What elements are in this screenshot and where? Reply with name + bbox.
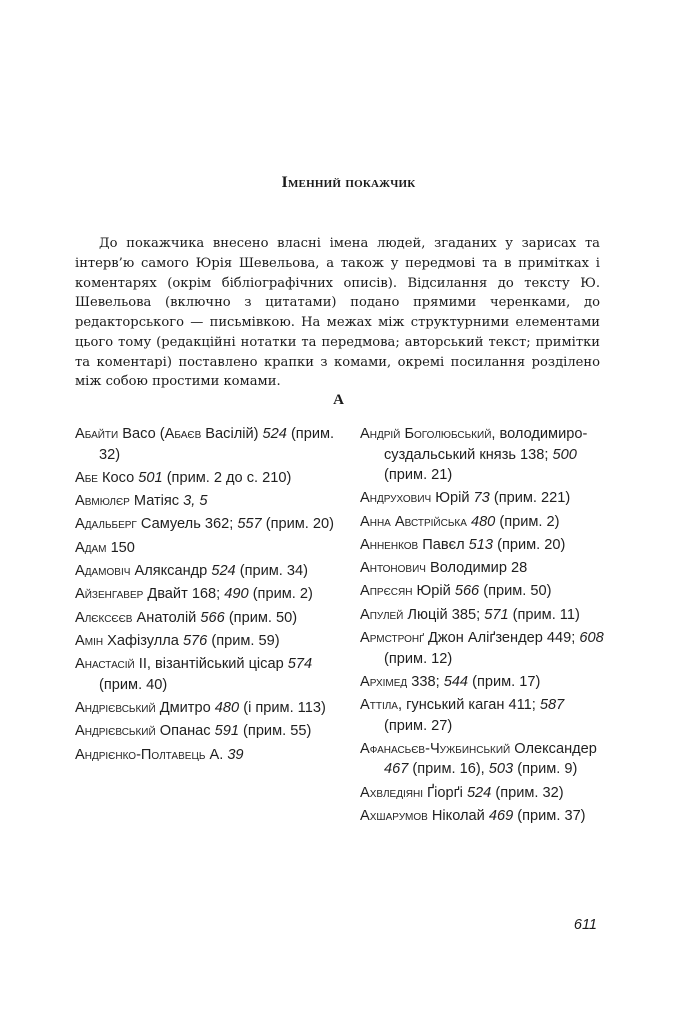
- page-title: Іменний покажчик: [281, 174, 416, 191]
- entry-name: Андрухович: [360, 490, 432, 507]
- index-entry: [75, 631, 345, 652]
- entry-text: (прим. 12): [384, 650, 453, 667]
- entry-text: (прим. 2 до с. 210): [162, 469, 292, 486]
- entry-text: Юрій: [412, 583, 455, 600]
- index-entry: [75, 745, 345, 766]
- entry-text: Матіяс: [129, 493, 184, 510]
- entry-text: (прим. 59): [207, 632, 280, 649]
- entry-page-ref: 571: [484, 606, 509, 623]
- entry-text: (і прим. 113): [239, 699, 326, 716]
- entry-name: Адам: [75, 539, 107, 556]
- entry-name: Апулей: [360, 606, 404, 623]
- entry-name: Абайти: [75, 426, 119, 442]
- index-entry: [75, 698, 345, 719]
- entry-page-ref: 73: [473, 490, 490, 507]
- entry-text: (прим. 21): [384, 467, 453, 483]
- entry-name: Ахшарумов: [360, 808, 428, 825]
- entry-page-ref: 513: [468, 536, 494, 553]
- index-entry: [360, 535, 610, 556]
- entry-name: Андрієнко-Полтавець: [75, 746, 206, 763]
- entry-text: Аляксандр: [130, 562, 212, 579]
- entry-text: Ґіорґі: [422, 784, 467, 801]
- entry-page-ref: 490: [224, 586, 249, 603]
- entry-text: II, візантійський цісар: [134, 656, 288, 673]
- index-entry: [75, 424, 345, 465]
- entry-text: , володимиро-суздальський князь 138;: [384, 426, 588, 463]
- entry-text: Юрій: [431, 490, 474, 507]
- entry-page-ref: 591: [214, 723, 239, 740]
- index-entry: [75, 491, 345, 512]
- index-entry: [360, 605, 610, 626]
- entry-page-ref: 544: [443, 673, 469, 690]
- entry-text: Люцій 385;: [403, 606, 485, 623]
- index-entry: [75, 608, 345, 629]
- entry-text: (прим. 50): [224, 609, 298, 626]
- entry-page-ref: 501: [138, 469, 163, 486]
- entry-page-ref: 503: [488, 761, 514, 778]
- entry-page-ref: 574: [287, 656, 313, 673]
- index-entry: [360, 806, 610, 827]
- entry-text: (прим. 2): [248, 586, 313, 603]
- entry-name: Авмюлєр: [75, 493, 130, 510]
- entry-name: Андрієвський: [75, 723, 156, 740]
- entry-page-ref: 524: [466, 784, 492, 801]
- entry-name: Анна Австрійська: [360, 513, 467, 530]
- entry-text: (прим. 34): [235, 562, 309, 579]
- index-entry: [360, 672, 610, 693]
- entry-text: (прим. 32): [491, 784, 564, 801]
- entry-text: (прим. 20): [261, 516, 334, 533]
- entry-text: (прим. 37): [513, 808, 586, 825]
- entry-text: Джон Аліґзендер 449;: [423, 630, 580, 647]
- entry-page-ref: 467: [384, 761, 409, 778]
- entry-text: Ніколай: [427, 808, 489, 825]
- entry-name: Афанасьєв-Чужбинський: [360, 740, 511, 757]
- entry-page-ref: 608: [579, 630, 604, 647]
- entry-name: Апрєсян: [360, 583, 413, 600]
- entry-name: Андрієвський: [75, 699, 156, 716]
- entry-text: (прим. 9): [513, 761, 578, 778]
- entry-text: (прим. 221): [489, 490, 571, 507]
- entry-text: Дмитро: [155, 699, 215, 716]
- entry-name: Абаєв: [164, 426, 202, 442]
- entry-page-ref: 576: [182, 632, 208, 649]
- entry-name: Абе: [75, 469, 98, 486]
- entry-name: Адамовіч: [75, 562, 131, 579]
- entry-text: А.: [205, 746, 228, 763]
- entry-page-ref: 480: [470, 513, 496, 530]
- entry-name: Айзенгавер: [75, 586, 144, 603]
- entry-text: (прим. 20): [493, 536, 566, 553]
- entry-text: , гунський каган 411;: [397, 697, 540, 714]
- index-entry: [75, 721, 345, 742]
- page-number: 611: [573, 917, 597, 933]
- index-entry: [75, 561, 345, 582]
- entry-text: (прим. 2): [495, 513, 560, 530]
- entry-name: Ахвледіяні: [360, 784, 423, 801]
- entry-text: Самуель 362;: [136, 516, 238, 533]
- intro-text: До покажчика внесено власні імена людей, згаданих у зарисах та інтерв’ю самого Юрія Шевельова, а також у передмові та в примітках і коментарях (окрім бібліографічних описів). Відсилання до тексту Ю. Шевельова (включно з цитатами) подано прямими черенками, до редакторського — письмівкою. На межах між структурними елементами цього тому (редакційні нотатки та передмова; авторський текст; примітки та коментарі) поставлено крапки з комами, окремі посилання розділено між собою простими комами.: [75, 236, 600, 390]
- entry-page-ref: 566: [200, 609, 225, 626]
- entry-page-ref: 587: [539, 697, 565, 714]
- index-column-left: [75, 424, 345, 768]
- entry-text: Косо: [97, 469, 139, 486]
- entry-text: Павєл: [418, 536, 469, 553]
- entry-text: (прим. 27): [384, 717, 453, 734]
- index-entry: [360, 739, 610, 780]
- index-entry: [360, 783, 610, 804]
- entry-text: Хафізулла: [103, 632, 183, 649]
- entry-text: 338;: [407, 673, 444, 690]
- index-entry: [75, 584, 345, 605]
- entry-text: (прим. 11): [508, 606, 580, 623]
- entry-page-ref: 480: [214, 699, 240, 716]
- entry-text: Васілій): [201, 426, 263, 442]
- entry-name: Армстронґ: [360, 630, 424, 647]
- intro-paragraph: [75, 234, 600, 392]
- entry-text: (прим. 16),: [408, 761, 489, 778]
- entry-name: Боголюбський: [404, 426, 492, 442]
- entry-text: Володимир 28: [425, 560, 528, 577]
- entry-text: Олександер: [510, 740, 597, 757]
- index-column-right: [360, 424, 610, 829]
- index-entry: [360, 628, 610, 669]
- entry-name: Архімед: [360, 673, 408, 690]
- index-entry: [75, 654, 345, 695]
- section-letter: А: [333, 392, 344, 408]
- index-entry: [75, 468, 345, 489]
- entry-page-ref: 524: [211, 562, 236, 579]
- entry-name: Алєксєєв: [75, 609, 133, 626]
- entry-name: Андрій: [360, 426, 401, 442]
- index-entry: [360, 512, 610, 533]
- index-entry: [360, 695, 610, 736]
- entry-text: 150: [106, 539, 135, 556]
- index-entry: [360, 424, 610, 486]
- entry-text: (прим. 32): [99, 426, 335, 463]
- entry-page-ref: 39: [227, 746, 244, 763]
- entry-text: (прим. 55): [239, 723, 312, 740]
- index-entry: [360, 558, 610, 579]
- entry-name: Амін: [75, 632, 104, 649]
- entry-name: Анненков: [360, 536, 419, 553]
- entry-name: Аттіла: [360, 697, 398, 714]
- entry-text: (прим. 40): [99, 676, 168, 693]
- entry-page-ref: 557: [237, 516, 262, 533]
- entry-text: Васо (: [118, 426, 165, 442]
- entry-page-ref: 500: [552, 446, 577, 463]
- entry-name: Антонович: [360, 560, 426, 577]
- entry-name: Адальберг: [75, 516, 137, 533]
- index-entry: [360, 581, 610, 602]
- index-entry: [75, 538, 345, 559]
- entry-page-ref: 3, 5: [183, 493, 208, 510]
- index-entry: [75, 514, 345, 535]
- entry-text: Анатолій: [132, 609, 201, 626]
- entry-text: (прим. 50): [479, 583, 552, 600]
- entry-page-ref: 524: [262, 426, 287, 442]
- entry-page-ref: 469: [488, 808, 514, 825]
- entry-name: Анастасій: [75, 656, 135, 673]
- entry-text: (прим. 17): [468, 673, 541, 690]
- entry-page-ref: 566: [454, 583, 480, 600]
- entry-text: Опанас: [155, 723, 215, 740]
- index-entry: [360, 488, 610, 509]
- entry-text: Двайт 168;: [143, 586, 225, 603]
